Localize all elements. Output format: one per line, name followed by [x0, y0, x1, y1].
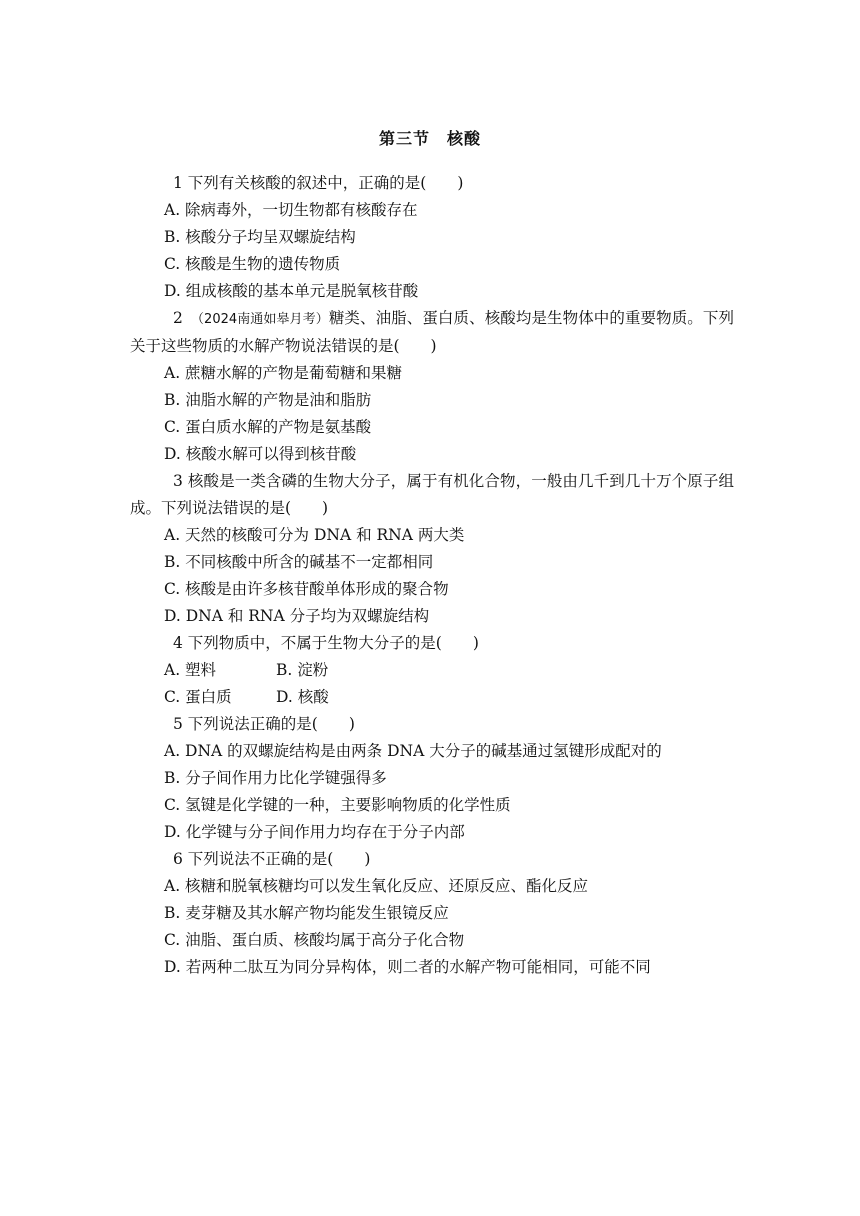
question-number: 2 — [173, 309, 183, 327]
question-stem: 5 下列说法正确的是( ) — [173, 715, 355, 733]
option-b: B. 油脂水解的产物是油和脂肪 — [164, 391, 372, 409]
option-a: A. 塑料 — [164, 661, 217, 679]
question-1 — [130, 170, 734, 305]
option-a: A. 除病毒外，一切生物都有核酸存在 — [164, 201, 418, 219]
page-title: 第三节 核酸 — [378, 129, 481, 148]
question-stem: 4 下列物质中，不属于生物大分子的是( ) — [173, 634, 479, 652]
option-c: C. 核酸是生物的遗传物质 — [164, 255, 341, 273]
option-row — [130, 657, 734, 684]
question-list — [130, 170, 734, 981]
question-stem — [130, 305, 734, 360]
option-b: B. 不同核酸中所含的碱基不一定都相同 — [164, 553, 434, 571]
option-c: C. 蛋白质 — [164, 688, 232, 706]
question-6 — [130, 846, 734, 981]
option-b: B. 分子间作用力比化学键强得多 — [164, 769, 387, 787]
option-d: D. 组成核酸的基本单元是脱氧核苷酸 — [164, 282, 419, 300]
option-c: C. 油脂、蛋白质、核酸均属于高分子化合物 — [164, 931, 465, 949]
question-3 — [130, 468, 734, 630]
option-a: A. 核糖和脱氧核糖均可以发生氧化反应、还原反应、酯化反应 — [164, 877, 589, 895]
question-stem-text: 糖类、油脂、蛋白质、核酸均是生物体中的重要物质。下列关于这些物质的水解产物说法错误的是( ) — [130, 309, 734, 355]
option-a: A. 蔗糖水解的产物是葡萄糖和果糖 — [164, 364, 403, 382]
option-d: D. 核酸 — [276, 688, 329, 706]
question-stem: 1 下列有关核酸的叙述中，正确的是( ) — [173, 174, 464, 192]
option-b: B. 麦芽糖及其水解产物均能发生银镜反应 — [164, 904, 449, 922]
option-a: A. 天然的核酸可分为 DNA 和 RNA 两大类 — [164, 526, 465, 544]
option-d: D. 化学键与分子间作用力均存在于分子内部 — [164, 823, 465, 841]
question-5 — [130, 711, 734, 846]
option-a: A. DNA 的双螺旋结构是由两条 DNA 大分子的碱基通过氢键形成配对的 — [164, 742, 662, 760]
option-c: C. 蛋白质水解的产物是氨基酸 — [164, 418, 372, 436]
option-c: C. 核酸是由许多核苷酸单体形成的聚合物 — [164, 580, 449, 598]
question-source: （2024南通如皋月考） — [190, 312, 329, 327]
question-stem: 3 核酸是一类含磷的生物大分子，属于有机化合物，一般由几千到几十万个原子组成。下列说法错误的是( ) — [130, 472, 734, 517]
question-2 — [130, 305, 734, 468]
option-d: D. DNA 和 RNA 分子均为双螺旋结构 — [164, 607, 430, 625]
option-row — [130, 684, 734, 711]
option-b: B. 核酸分子均呈双螺旋结构 — [164, 228, 356, 246]
option-c: C. 氢键是化学键的一种，主要影响物质的化学性质 — [164, 796, 511, 814]
option-b: B. 淀粉 — [276, 661, 329, 679]
question-stem: 6 下列说法不正确的是( ) — [173, 850, 371, 868]
option-d: D. 核酸水解可以得到核苷酸 — [164, 445, 357, 463]
option-d: D. 若两种二肽互为同分异构体，则二者的水解产物可能相同，可能不同 — [164, 958, 651, 976]
question-4 — [130, 630, 734, 711]
